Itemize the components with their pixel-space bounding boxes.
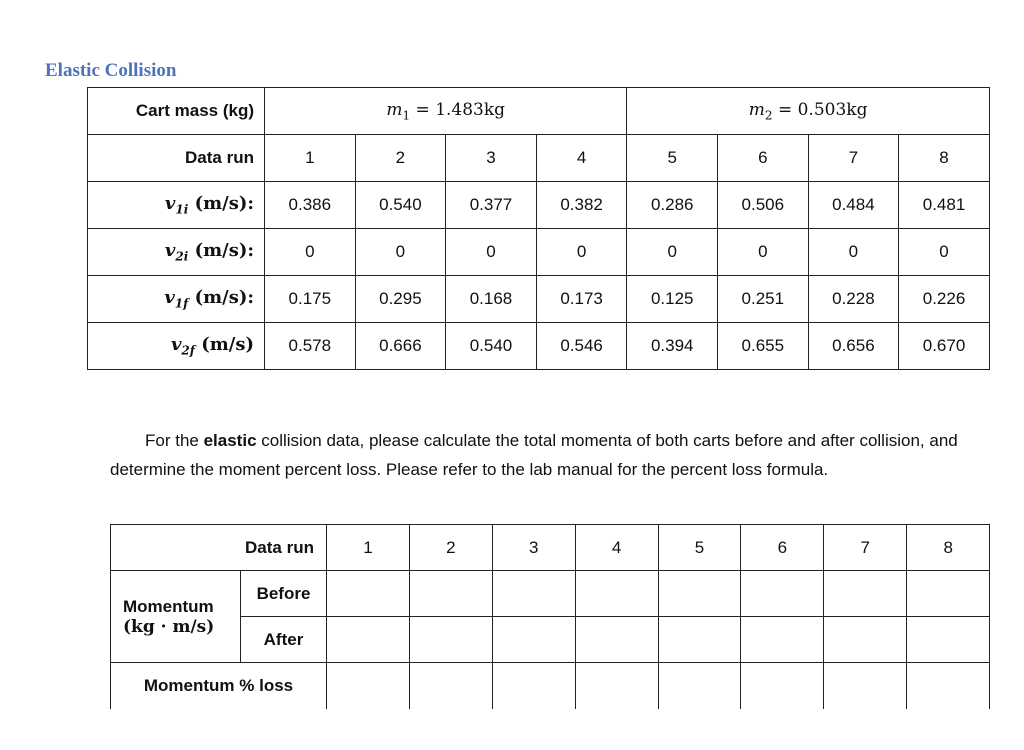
momentum-run-header: 8 <box>907 525 990 571</box>
answer-cell[interactable] <box>658 617 741 663</box>
velocity-value: 0.173 <box>536 276 627 323</box>
momentum-label: Momentum (kg · m/s) <box>111 571 241 663</box>
velocity-row <box>88 229 990 276</box>
answer-cell[interactable] <box>658 571 741 617</box>
before-label: Before <box>241 571 327 617</box>
answer-cell[interactable] <box>907 571 990 617</box>
velocity-value: 0.656 <box>808 323 899 370</box>
momentum-loss-row <box>111 663 990 709</box>
velocity-value: 0.125 <box>627 276 718 323</box>
velocity-value: 0.382 <box>536 182 627 229</box>
run-header: 2 <box>355 135 446 182</box>
answer-cell[interactable] <box>741 663 824 709</box>
velocity-value: 0.286 <box>627 182 718 229</box>
momentum-run-header: 1 <box>327 525 410 571</box>
run-header: 8 <box>899 135 990 182</box>
mass-m2: $m_2 = 0.503kg$ <box>627 88 989 135</box>
velocity-value: 0 <box>808 229 899 276</box>
velocity-label: $v_{2i}$ (m/s): <box>88 229 265 276</box>
answer-cell[interactable] <box>492 571 575 617</box>
velocity-value: 0 <box>627 229 718 276</box>
momentum-run-header: 7 <box>824 525 907 571</box>
page-title: Elastic Collision <box>45 60 177 81</box>
momentum-run-header: 5 <box>658 525 741 571</box>
momentum-before-row <box>111 571 990 617</box>
answer-cell[interactable] <box>741 571 824 617</box>
answer-cell[interactable] <box>575 571 658 617</box>
momentum-data-run-label: Data run <box>111 525 327 571</box>
answer-cell[interactable] <box>907 663 990 709</box>
velocity-value: 0.228 <box>808 276 899 323</box>
answer-cell[interactable] <box>824 617 907 663</box>
momentum-run-header: 4 <box>575 525 658 571</box>
elastic-data-table <box>87 87 990 370</box>
instructions-paragraph: For the elastic collision data, please calculate the total momenta of both carts before and after collision, and determine the moment percent loss. Please refer to the lab manual for the percent loss formula. <box>110 431 958 479</box>
momentum-data-run-row <box>111 525 990 571</box>
answer-cell[interactable] <box>907 617 990 663</box>
momentum-loss-label: Momentum % loss <box>111 663 327 709</box>
velocity-value: 0.481 <box>899 182 990 229</box>
momentum-run-header: 3 <box>492 525 575 571</box>
answer-cell[interactable] <box>575 617 658 663</box>
velocity-value: 0.295 <box>355 276 446 323</box>
answer-cell[interactable] <box>824 663 907 709</box>
velocity-value: 0.251 <box>718 276 809 323</box>
mass-row <box>88 88 990 135</box>
velocity-value: 0.394 <box>627 323 718 370</box>
velocity-value: 0.655 <box>718 323 809 370</box>
answer-cell[interactable] <box>327 571 410 617</box>
velocity-value: 0 <box>718 229 809 276</box>
momentum-after-row <box>111 617 990 663</box>
run-header: 3 <box>446 135 537 182</box>
velocity-value: 0.666 <box>355 323 446 370</box>
answer-cell[interactable] <box>658 663 741 709</box>
velocity-value: 0.377 <box>446 182 537 229</box>
momentum-table <box>110 524 990 709</box>
velocity-value: 0.226 <box>899 276 990 323</box>
velocity-value: 0.175 <box>265 276 356 323</box>
momentum-unit: (kg · m/s) <box>123 616 215 637</box>
run-header: 1 <box>265 135 356 182</box>
velocity-value: 0.578 <box>265 323 356 370</box>
velocity-label: $v_{2f}$ (m/s) <box>88 323 265 370</box>
data-run-row <box>88 135 990 182</box>
answer-cell[interactable] <box>409 617 492 663</box>
run-header: 4 <box>536 135 627 182</box>
momentum-run-header: 6 <box>741 525 824 571</box>
answer-cell[interactable] <box>409 663 492 709</box>
velocity-value: 0.540 <box>355 182 446 229</box>
answer-cell[interactable] <box>327 663 410 709</box>
answer-cell[interactable] <box>492 663 575 709</box>
velocity-value: 0 <box>446 229 537 276</box>
velocity-value: 0.670 <box>899 323 990 370</box>
velocity-label: $v_{1i}$ (m/s): <box>88 182 265 229</box>
velocity-value: 0 <box>899 229 990 276</box>
mass-m1: $m_1 = 1.483kg$ <box>265 88 627 135</box>
answer-cell[interactable] <box>575 663 658 709</box>
answer-cell[interactable] <box>741 617 824 663</box>
answer-cell[interactable] <box>824 571 907 617</box>
after-label: After <box>241 617 327 663</box>
velocity-label: $v_{1f}$ (m/s): <box>88 276 265 323</box>
cart-mass-label: Cart mass (kg) <box>88 88 265 135</box>
velocity-value: 0.484 <box>808 182 899 229</box>
velocity-row <box>88 182 990 229</box>
velocity-value: 0.546 <box>536 323 627 370</box>
answer-cell[interactable] <box>409 571 492 617</box>
answer-cell[interactable] <box>327 617 410 663</box>
velocity-row <box>88 276 990 323</box>
velocity-value: 0 <box>265 229 356 276</box>
velocity-value: 0.386 <box>265 182 356 229</box>
velocity-value: 0.506 <box>718 182 809 229</box>
run-header: 5 <box>627 135 718 182</box>
run-header: 6 <box>718 135 809 182</box>
momentum-run-header: 2 <box>409 525 492 571</box>
velocity-row <box>88 323 990 370</box>
velocity-value: 0 <box>355 229 446 276</box>
run-header: 7 <box>808 135 899 182</box>
velocity-value: 0 <box>536 229 627 276</box>
velocity-value: 0.540 <box>446 323 537 370</box>
data-run-label: Data run <box>88 135 265 182</box>
answer-cell[interactable] <box>492 617 575 663</box>
velocity-value: 0.168 <box>446 276 537 323</box>
